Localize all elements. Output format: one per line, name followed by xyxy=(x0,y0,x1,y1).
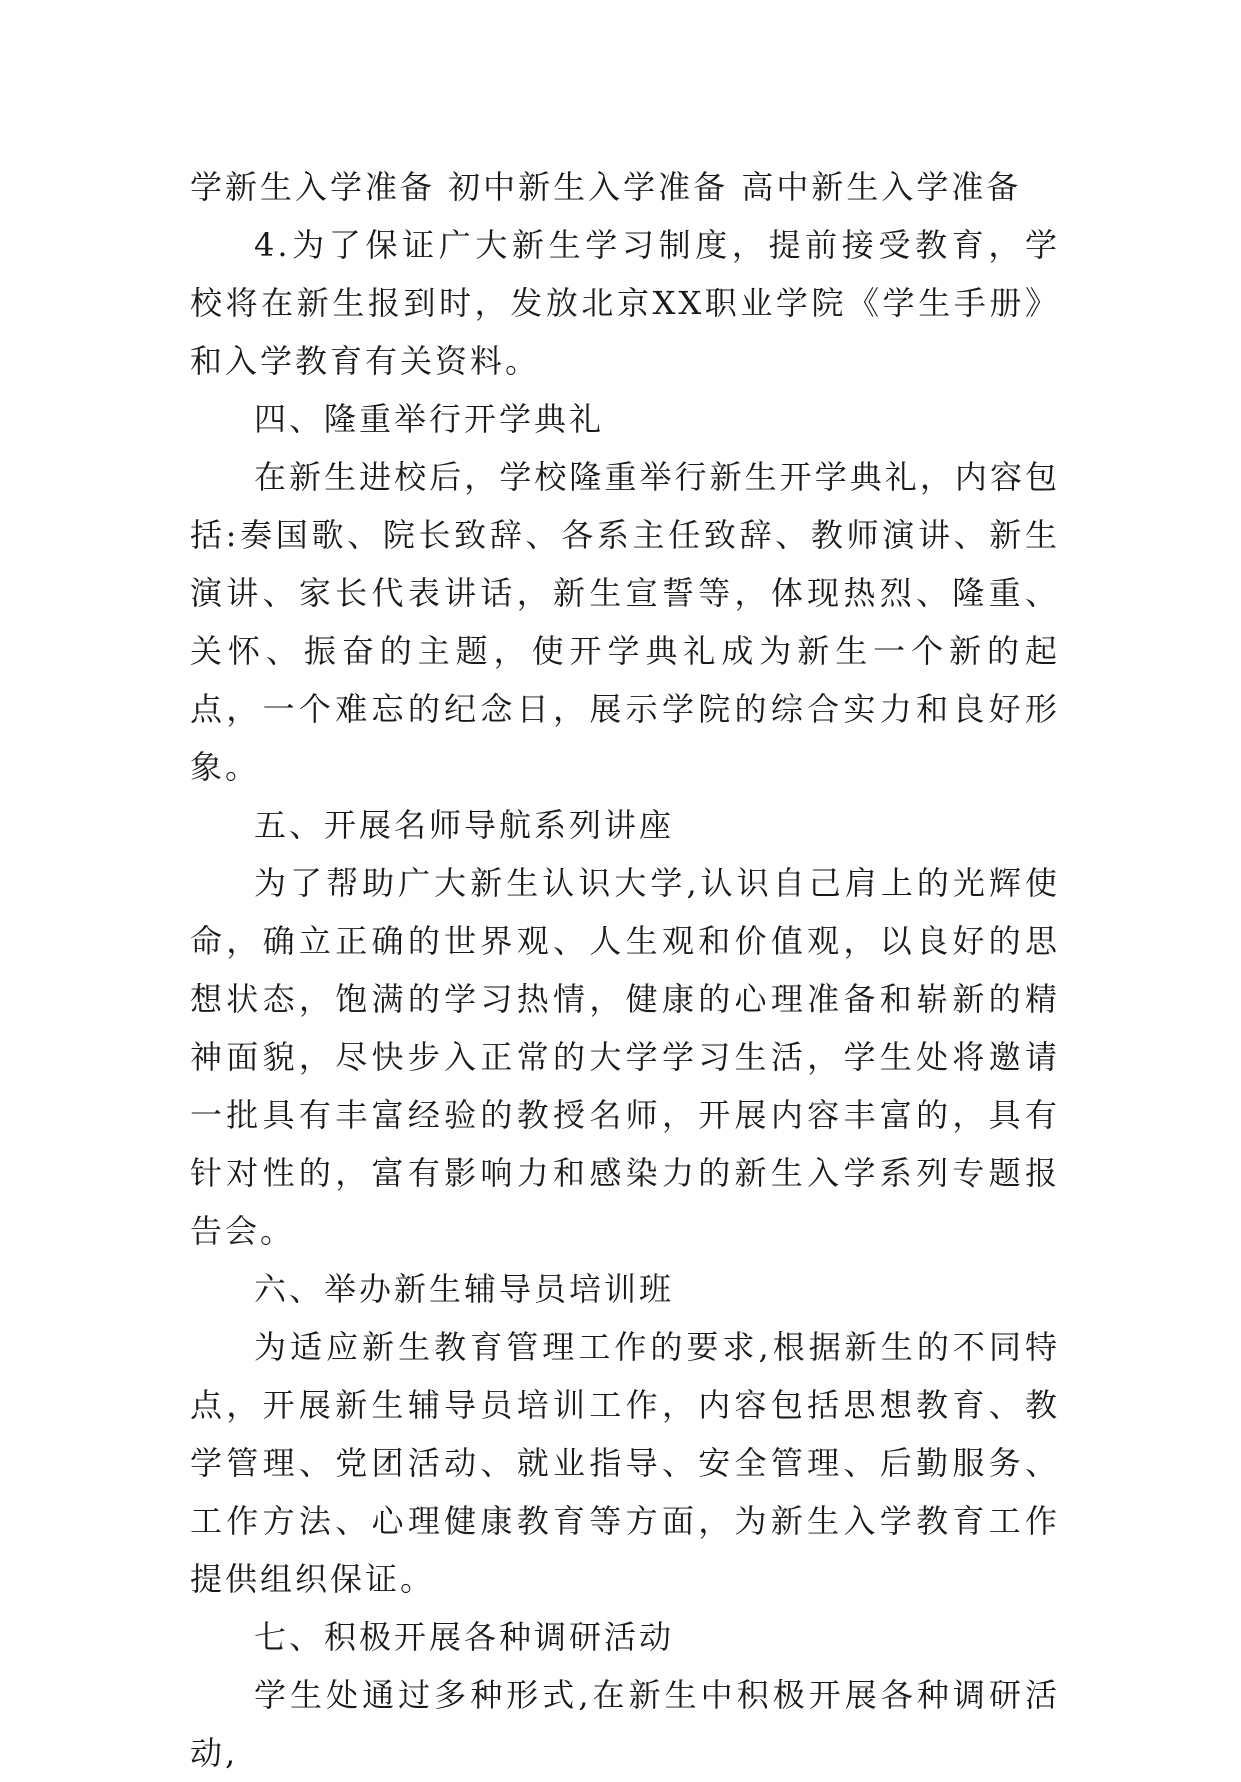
section-heading-4: 四、隆重举行开学典礼 xyxy=(254,400,605,438)
paragraph-item-4: 4.为了保证广大新生学习制度，提前接受教育，学校将在新生报到时，发放北京XX职业学院《学生手册》和入学教育有关资料。 xyxy=(190,226,1060,380)
section-heading-6: 六、举办新生辅导员培训班 xyxy=(254,1270,675,1308)
section-heading-7: 七、积极开展各种调研活动 xyxy=(254,1618,675,1656)
document-body xyxy=(190,158,1060,1782)
paragraph-opening-ceremony: 在新生进校后，学校隆重举行新生开学典礼，内容包括:奏国歌、院长致辞、各系主任致辞、教师演讲、新生演讲、家长代表讲话，新生宣誓等，体现热烈、隆重、关怀、振奋的主题，使开学典礼成为新生一个新的起点，一个难忘的纪念日，展示学院的综合实力和良好形象。 xyxy=(190,458,1060,786)
paragraph-research: 学生处通过多种形式,在新生中积极开展各种调研活动, xyxy=(190,1676,1060,1772)
paragraph-continuation: 学新生入学准备 初中新生入学准备 高中新生入学准备 xyxy=(190,168,1022,206)
paragraph-lectures: 为了帮助广大新生认识大学,认识自己肩上的光辉使命，确立正确的世界观、人生观和价值观，以良好的思想状态，饱满的学习热情，健康的心理准备和崭新的精神面貌，尽快步入正常的大学学习生活，学生处将邀请一批具有丰富经验的教授名师，开展内容丰富的，具有针对性的，富有影响力和感染力的新生入学系列专题报告会。 xyxy=(190,864,1060,1250)
paragraph-counselor-training: 为适应新生教育管理工作的要求,根据新生的不同特点，开展新生辅导员培训工作，内容包括思想教育、教学管理、党团活动、就业指导、安全管理、后勤服务、工作方法、心理健康教育等方面，为新生入学教育工作提供组织保证。 xyxy=(190,1328,1060,1598)
section-heading-5: 五、开展名师导航系列讲座 xyxy=(254,806,675,844)
